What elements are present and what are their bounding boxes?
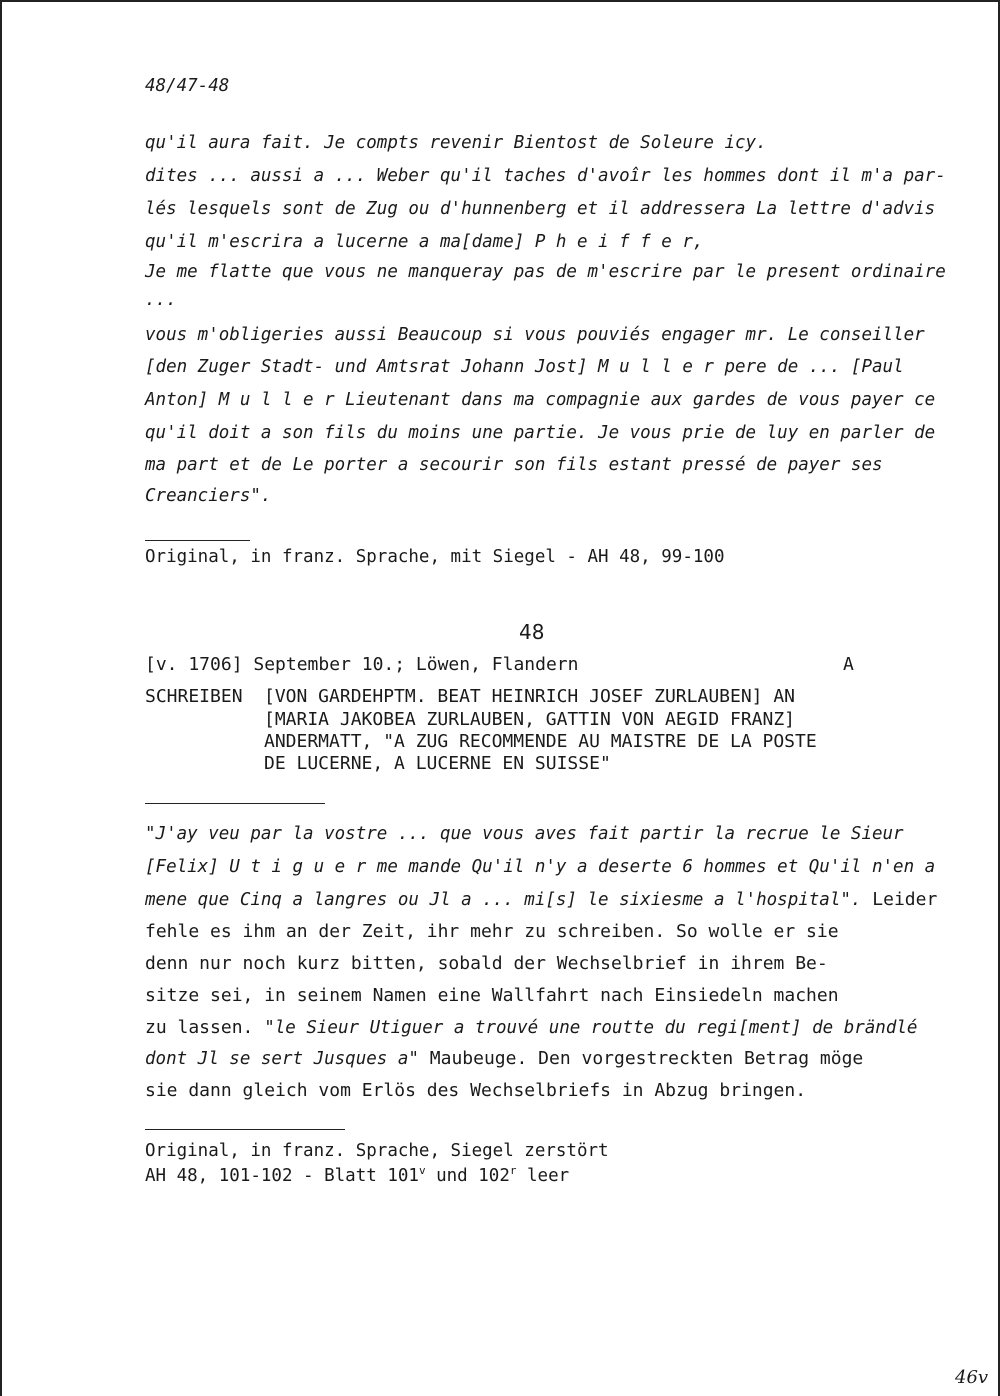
document-date-place: [v. 1706] September 10.; Löwen, Flandern	[145, 654, 579, 675]
quote-line: ma part et de Le porter a secourir son fils estant pressé de payer ses	[145, 455, 883, 475]
header-line: [VON GARDEHPTM. BEAT HEINRICH JOSEF ZURLAUBEN] AN	[264, 686, 796, 707]
body-line: sie dann gleich vom Erlös des Wechselbriefs in Abzug bringen.	[145, 1080, 807, 1101]
body-line: fehle es ihm an der Zeit, ihr mehr zu schreiben. So wolle er sie	[145, 921, 839, 942]
quote-line: Je me flatte que vous ne manqueray pas de m'escrire par le present ordinaire	[145, 262, 946, 282]
document-category: A	[843, 654, 854, 675]
handwritten-folio-mark: 46v	[955, 1367, 989, 1388]
body-quote-fragment: dont Jl se sert Jusques a"	[145, 1049, 419, 1069]
separator-rule	[145, 540, 250, 541]
superscript-verso: v	[418, 1164, 426, 1177]
quote-line: qu'il doit a son fils du moins une partie. Je vous prie de luy en parler de	[145, 423, 936, 443]
quote-line: Anton] M u l l e r Lieutenant dans ma compagnie aux gardes de vous payer ce	[145, 390, 936, 410]
body-quote-fragment: "le Sieur Utiguer a trouvé une routte du regi[ment] de brändlé	[264, 1018, 918, 1038]
separator-rule	[145, 1129, 345, 1130]
page-reference: 48/47-48	[145, 76, 230, 96]
source-text: leer	[516, 1165, 570, 1186]
quote-line: Creanciers".	[145, 486, 272, 506]
body-text-fragment: Leider	[861, 889, 938, 910]
superscript-recto: r	[509, 1164, 517, 1177]
body-text-fragment: zu lassen.	[145, 1017, 265, 1038]
page-border-top	[0, 0, 1000, 2]
source-note-47: Original, in franz. Sprache, mit Siegel - AH 48, 99-100	[145, 547, 725, 567]
body-line	[145, 1017, 917, 1038]
quote-line: lés lesquels sont de Zug ou d'hunnenberg et il addressera La lettre d'advis	[145, 199, 936, 219]
header-line: ANDERMATT, "A ZUG RECOMMENDE AU MAISTRE DE LA POSTE	[264, 731, 817, 752]
source-text: und 102	[425, 1165, 510, 1186]
page-border-left	[0, 0, 2, 1396]
separator-rule	[145, 803, 325, 804]
body-line	[145, 1048, 863, 1069]
quote-line: qu'il m'escrira a lucerne a ma[dame] P h e i f f e r,	[145, 232, 704, 252]
source-text: AH 48, 101-102 - Blatt 101	[145, 1165, 419, 1186]
body-line: sitze sei, in seinem Namen eine Wallfahrt nach Einsiedeln machen	[145, 985, 839, 1006]
document-number: 48	[519, 620, 545, 644]
quote-line: ...	[145, 290, 177, 310]
body-line: denn nur noch kurz bitten, sobald der Wechselbrief in ihrem Be-	[145, 953, 828, 974]
body-text-fragment: Maubeuge. Den vorgestreckten Betrag möge	[418, 1048, 864, 1069]
quote-line: vous m'obligeries aussi Beaucoup si vous pouviés engager mr. Le conseiller	[145, 325, 925, 345]
document-type: SCHREIBEN	[145, 686, 243, 707]
quote-line: dites ... aussi a ... Weber qu'il taches d'avoîr les hommes dont il m'a par-	[145, 166, 946, 186]
quote-line: [den Zuger Stadt- und Amtsrat Johann Jost] M u l l e r pere de ... [Paul	[145, 357, 904, 377]
body-quote-fragment: mene que Cinq a langres ou Jl a ... mi[s] le sixiesme a l'hospital".	[145, 890, 862, 910]
body-line: [Felix] U t i g u e r me mande Qu'il n'y a deserte 6 hommes et Qu'il n'en a	[145, 857, 936, 877]
header-line: DE LUCERNE, A LUCERNE EN SUISSE"	[264, 753, 611, 774]
header-line: [MARIA JAKOBEA ZURLAUBEN, GATTIN VON AEGID FRANZ]	[264, 709, 796, 730]
body-line: "J'ay veu par la vostre ... que vous aves fait partir la recrue le Sieur	[145, 824, 904, 844]
quote-line: qu'il aura fait. Je compts revenir Bientost de Soleure icy.	[145, 133, 767, 153]
source-note-48-line2	[145, 1164, 569, 1186]
source-note-48-line1: Original, in franz. Sprache, Siegel zerstört	[145, 1141, 609, 1161]
body-line	[145, 889, 937, 910]
